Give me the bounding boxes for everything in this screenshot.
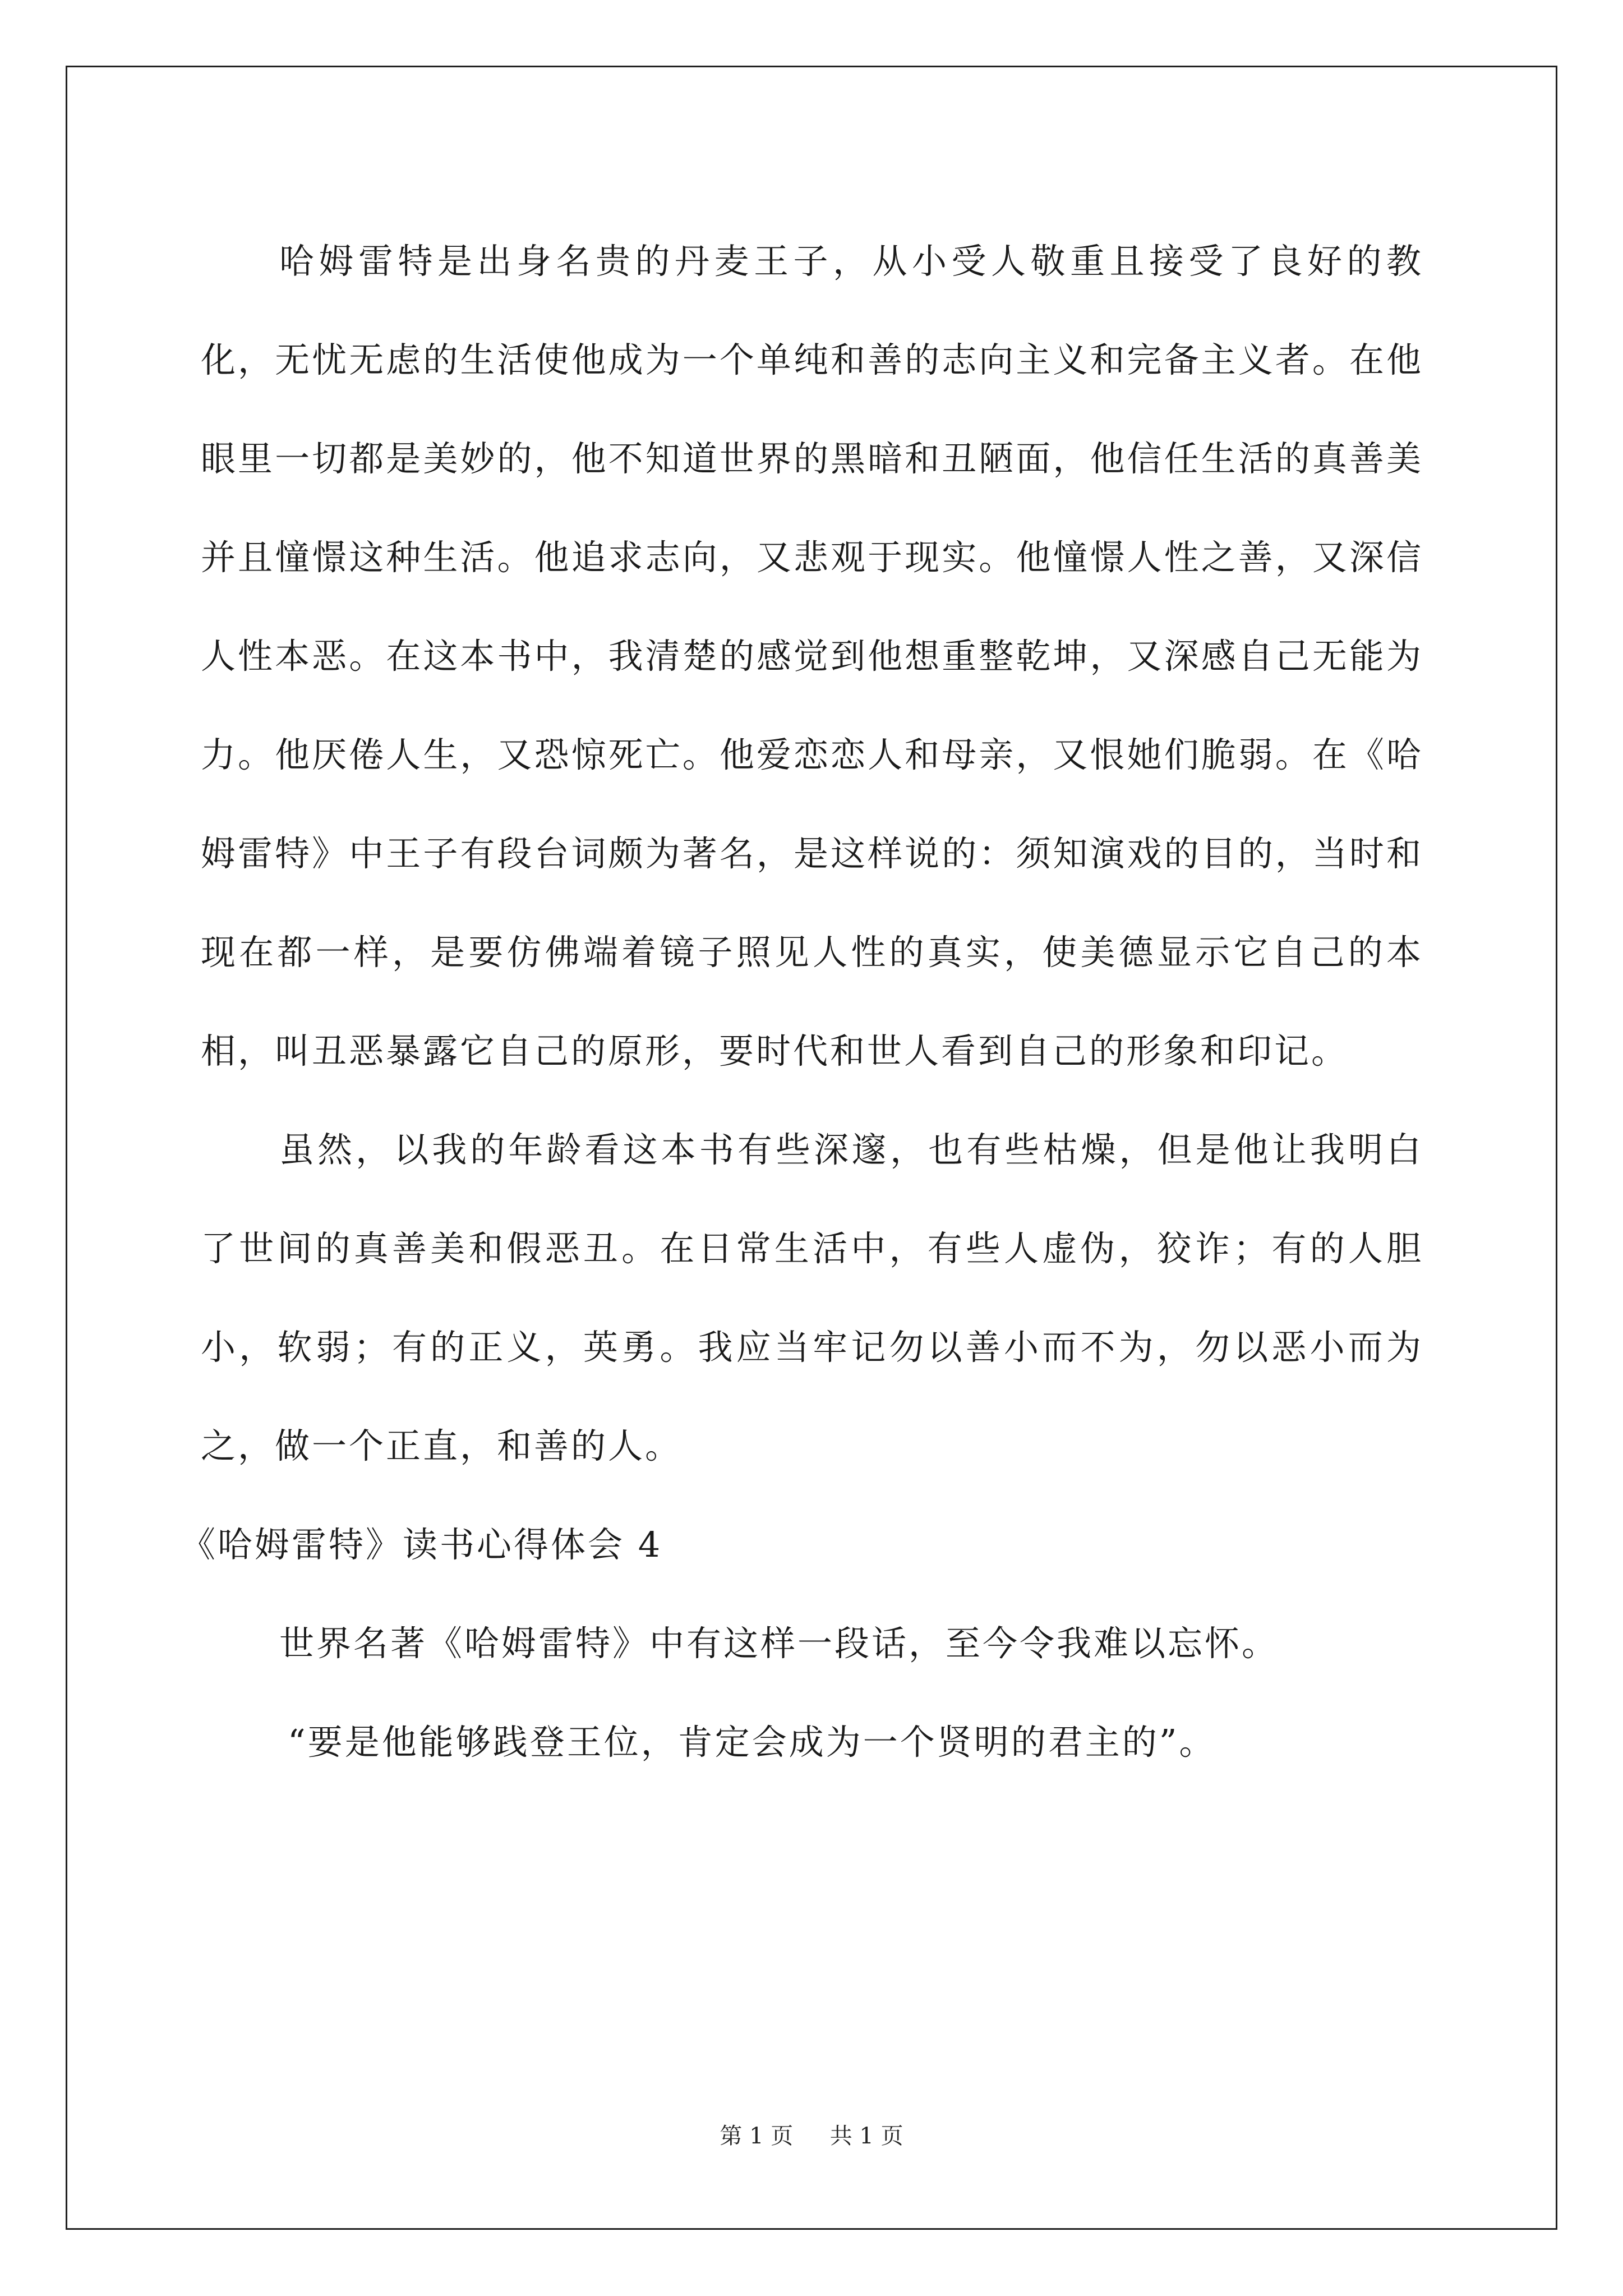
- page-total: 共 1 页: [829, 2123, 903, 2149]
- paragraph-1: 哈姆雷特是出身名贵的丹麦王子，从小受人敬重且接受了良好的教化，无忧无虑的生活使他成为一个单纯和善的志向主义和完备主义者。在他眼里一切都是美妙的，他不知道世界的黑暗和丑陋面，他信任生活的真善美并且憧憬这种生活。他追求志向，又悲观于现实。他憧憬人性之善，又深信人性本恶。在这本书中，我清楚的感觉到他想重整乾坤，又深感自己无能为力。他厌倦人生，又恐惊死亡。他爱恋恋人和母亲，又恨她们脆弱。在《哈姆雷特》中王子有段台词颇为著名，是这样说的：须知演戏的目的，当时和现在都一样，是要仿佛端着镜子照见人性的真实，使美德显示它自己的本相，叫丑恶暴露它自己的原形，要时代和世人看到自己的形象和印记。: [201, 241, 1423, 1071]
- section-quote: “要是他能够践登王位，肯定会成为一个贤明的君主的”。: [288, 1722, 1216, 1763]
- document-body: [181, 212, 1423, 1792]
- page-footer: [0, 2119, 1623, 2153]
- section-title: 《哈姆雷特》读书心得体会 4: [181, 1524, 663, 1565]
- page-number: 第 1 页: [720, 2123, 794, 2149]
- section-paragraph-1: 世界名著《哈姆雷特》中有这样一段话，至今令我难以忘怀。: [279, 1623, 1279, 1664]
- paragraph-2: 虽然，以我的年龄看这本书有些深邃，也有些枯燥，但是他让我明白了世间的真善美和假恶丑。在日常生活中，有些人虚伪，狡诈；有的人胆小，软弱；有的正义，英勇。我应当牢记勿以善小而不为，勿以恶小而为之，做一个正直，和善的人。: [201, 1129, 1423, 1466]
